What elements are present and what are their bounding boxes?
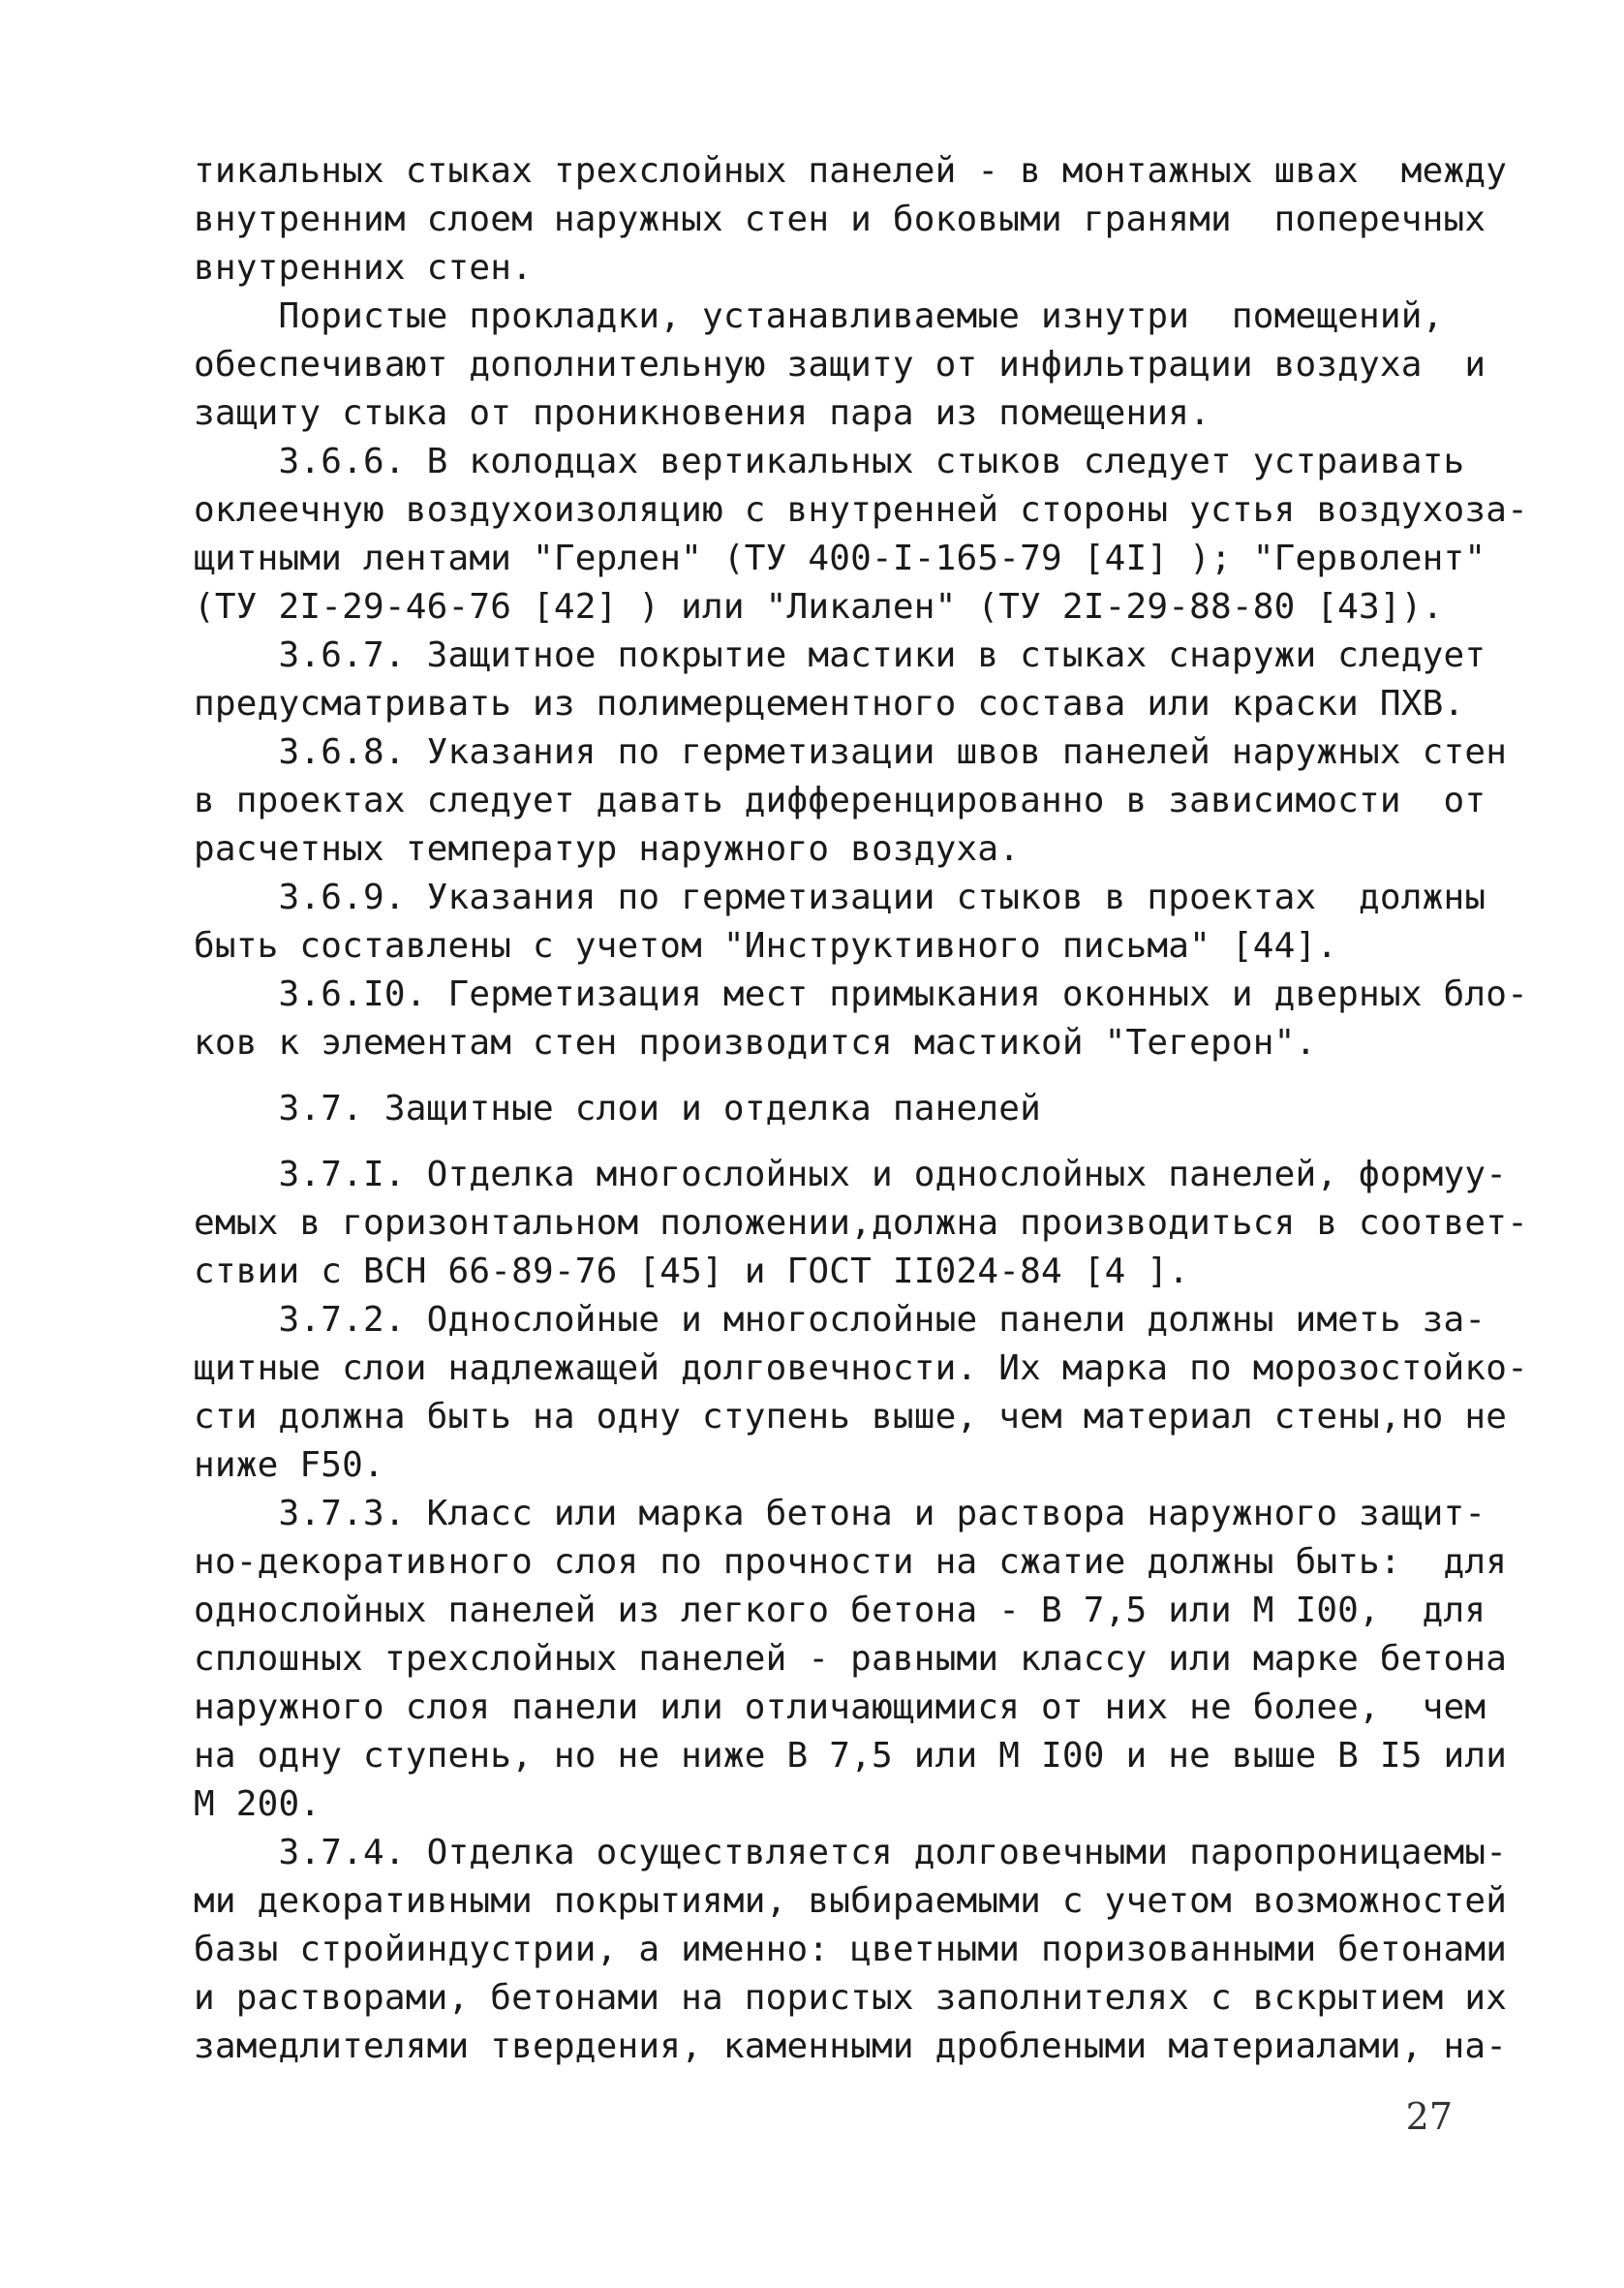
text-line: 3.7.4. Отделка осуществляется долговечными паропроницаемы- (194, 1833, 1508, 1872)
text-line: 3.7.2. Однослойные и многослойные панели должны иметь за- (194, 1300, 1486, 1340)
text-line: сти должна быть на одну ступень выше, чем материал стены,но не (194, 1397, 1508, 1437)
text-line: 3.6.6. В колодцах вертикальных стыков следует устраивать (194, 442, 1465, 481)
text-line: 3.7.I. Отделка многослойных и однослойных панелей, формуу- (194, 1155, 1508, 1194)
text-line: сплошных трехслойных панелей - равными классу или марке бетона (194, 1639, 1508, 1679)
text-line: щитные слои надлежащей долговечности. Их марка по морозостойко- (194, 1348, 1529, 1388)
page-number: 27 (1405, 2095, 1453, 2138)
text-line: ниже F50. (194, 1445, 384, 1485)
text-line: Пористые прокладки, устанавливаемые изнутри помещений, (194, 296, 1444, 336)
text-line: 3.6.I0. Герметизация мест примыкания оконных и дверных бло- (194, 974, 1529, 1014)
text-line: тикальных стыках трехслойных панелей - в монтажных швах между (194, 151, 1508, 191)
text-line: и растворами, бетонами на пористых заполнителях с вскрытием их (194, 1978, 1508, 2018)
text-line: М 200. (194, 1784, 322, 1824)
text-line: защиту стыка от проникновения пара из помещения. (194, 393, 1210, 433)
text-line: 3.6.7. Защитное покрытие мастики в стыках снаружи следует (194, 635, 1486, 675)
text-line: замедлителями твердения, каменными дроблеными материалами, на- (194, 2026, 1508, 2066)
text-line: однослойных панелей из легкого бетона - В 7,5 или М I00, для (194, 1591, 1486, 1630)
text-line: внутренним слоем наружных стен и боковыми гранями поперечных (194, 200, 1486, 239)
text-line: быть составлены с учетом "Инструктивного письма" [44]. (194, 926, 1338, 966)
text-line: ми декоративными покрытиями, выбираемыми с учетом возможностей (194, 1881, 1508, 1921)
text-line: базы стройиндустрии, а именно: цветными поризованными бетонами (194, 1930, 1508, 1969)
text-line: ков к элементам стен производится мастикой "Тегерон". (194, 1023, 1317, 1063)
text-line: но-декоративного слоя по прочности на сжатие должны быть: для (194, 1542, 1508, 1582)
text-line: щитными лентами "Герлен" (ТУ 400-I-165-79 [4I] ); "Герволент" (194, 539, 1486, 578)
text-line: на одну ступень, но не ниже В 7,5 или М I00 и не выше В I5 или (194, 1736, 1508, 1776)
text-line: (ТУ 2I-29-46-76 [42] ) или "Ликален" (ТУ 2I-29-88-80 [43]). (194, 587, 1444, 627)
text-line: емых в горизонтальном положении,должна производиться в соответ- (194, 1203, 1529, 1243)
text-line: внутренних стен. (194, 248, 533, 288)
text-line: предусматривать из полимерцементного состава или краски ПХВ. (194, 684, 1465, 724)
section-heading: 3.7. Защитные слои и отделка панелей (194, 1089, 1041, 1129)
text-line: в проектах следует давать дифференцированно в зависимости от (194, 781, 1486, 820)
text-line: наружного слоя панели или отличающимися от них не более, чем (194, 1687, 1486, 1727)
text-line: 3.6.9. Указания по герметизации стыков в проектах должны (194, 878, 1486, 917)
text-line: оклеечную воздухоизоляцию с внутренней стороны устья воздухоза- (194, 490, 1529, 530)
text-line: расчетных температур наружного воздуха. (194, 829, 1021, 869)
text-line: обеспечивают дополнительную защиту от инфильтрации воздуха и (194, 345, 1486, 385)
text-line: 3.7.3. Класс или марка бетона и раствора наружного защит- (194, 1494, 1486, 1533)
text-line: ствии с ВСН 66-89-76 [45] и ГОСТ II024-84 [4 ]. (194, 1252, 1190, 1291)
text-line: 3.6.8. Указания по герметизации швов панелей наружных стен (194, 732, 1508, 772)
